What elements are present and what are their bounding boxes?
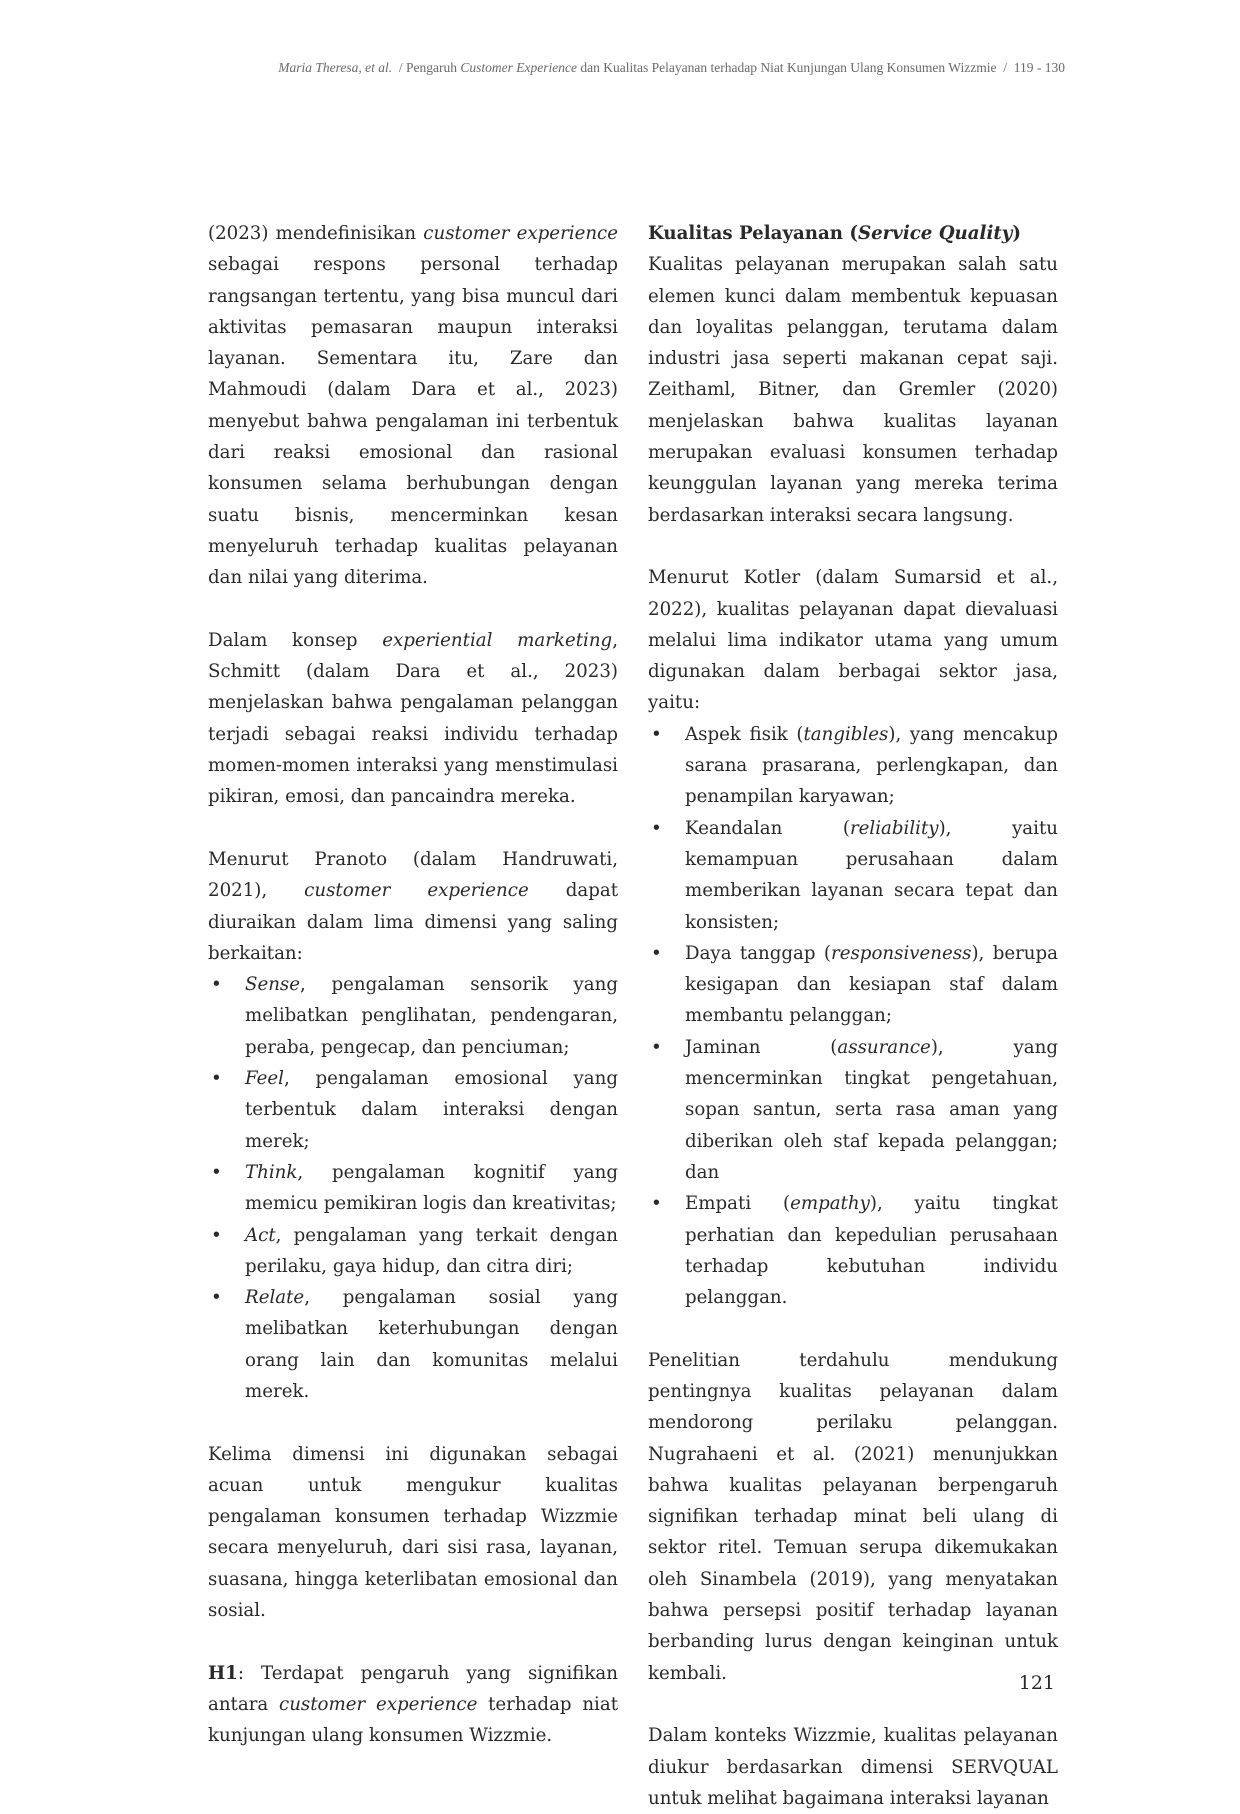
text-run: Keandalan ( bbox=[685, 817, 850, 839]
header-separator: / bbox=[1003, 60, 1007, 75]
paragraph bbox=[648, 1345, 1058, 1689]
text-run: Empati ( bbox=[685, 1193, 791, 1215]
text-run: Jaminan ( bbox=[685, 1036, 838, 1058]
text-run: ) bbox=[1012, 223, 1021, 244]
list-item bbox=[208, 1157, 618, 1220]
page-number: 121 bbox=[1018, 1672, 1055, 1694]
italic-text: Relate bbox=[245, 1287, 305, 1309]
text-run: dapat diuraikan dalam lima dimensi yang saling berkaitan: bbox=[208, 880, 619, 964]
text-run: ), yaitu kemampuan perusahaan dalam memberikan layanan secara tepat dan konsisten; bbox=[685, 817, 1058, 933]
header-title-post: dan Kualitas Pelayanan terhadap Niat Kunjungan Ulang Konsumen Wizzmie bbox=[580, 60, 997, 75]
paragraph bbox=[208, 1439, 618, 1627]
list-item bbox=[208, 1220, 618, 1283]
italic-text: customer experience bbox=[423, 223, 619, 244]
text-run: , pengalaman kognitif yang memicu pemikiran logis dan kreativitas; bbox=[245, 1161, 618, 1215]
text-run: Dalam konsep bbox=[208, 629, 383, 651]
italic-text: Sense bbox=[245, 974, 301, 996]
paragraph bbox=[648, 249, 1058, 531]
text-run: , Schmitt (dalam Dara et al., 2023) menjelaskan bahwa pengalaman pelanggan terjadi sebagai reaksi individu terhadap momen-momen interaksi yang menstimulasi pikiran, emosi, dan pancaindra mereka. bbox=[208, 629, 618, 808]
header-page-range: 119 - 130 bbox=[1013, 60, 1065, 75]
text-run: sebagai respons personal terhadap rangsangan tertentu, yang bisa muncul dari aktivitas pemasaran maupun interaksi layanan. Sementara itu, Zare dan Mahmoudi (dalam Dara et al., 2023) menyebut bahwa pengalaman ini terbentuk dari reaksi emosional dan rasional konsumen selama berhubungan dengan suatu bisnis, mencerminkan kesan menyeluruh terhadap kualitas pelayanan dan nilai yang diterima. bbox=[208, 254, 618, 589]
text-run: ), yaitu tingkat perhatian dan kepedulian perusahaan terhadap kebutuhan individu pelanggan. bbox=[685, 1193, 1058, 1309]
italic-text: Feel bbox=[245, 1068, 284, 1090]
text-run: Menurut Kotler (dalam Sumarsid et al., 2022), kualitas pelayanan dapat dievaluasi melalui lima indikator utama yang umum digunakan dalam berbagai sektor jasa, yaitu: bbox=[648, 567, 1058, 714]
text-run: Kualitas Pelayanan ( bbox=[648, 223, 858, 244]
list-item bbox=[648, 938, 1058, 1032]
text-run: Daya tanggap ( bbox=[685, 942, 832, 964]
text-run: , pengalaman sensorik yang melibatkan penglihatan, pendengaran, peraba, pengecap, dan penciuman; bbox=[245, 974, 618, 1058]
list-item bbox=[208, 1063, 618, 1157]
italic-text: responsiveness bbox=[831, 942, 972, 964]
list-item bbox=[648, 719, 1058, 813]
paragraph bbox=[648, 1720, 1058, 1814]
text-run: Menurut Pranoto (dalam Handruwati, 2021), bbox=[208, 848, 618, 902]
text-run: ), yang mencakup sarana prasarana, perlengkapan, dan penampilan karyawan; bbox=[685, 723, 1059, 808]
list-item bbox=[208, 1282, 618, 1407]
paragraph bbox=[208, 844, 618, 969]
text-run: , pengalaman emosional yang terbentuk dalam interaksi dengan merek; bbox=[245, 1068, 618, 1152]
left-column bbox=[208, 218, 618, 1752]
italic-text: experiential marketing bbox=[382, 629, 613, 651]
text-run: Aspek fisik ( bbox=[685, 723, 804, 745]
list-item bbox=[208, 969, 618, 1063]
text-run: Dalam konteks Wizzmie, kualitas pelayanan diukur berdasarkan dimensi SERVQUAL untuk melihat bagaimana interaksi layanan bbox=[648, 1725, 1058, 1809]
paragraph bbox=[208, 218, 618, 594]
running-header bbox=[278, 60, 1065, 76]
text-run: , pengalaman sosial yang melibatkan keterhubungan dengan orang lain dan komunitas melalui merek. bbox=[245, 1287, 618, 1402]
text-run: Kualitas pelayanan merupakan salah satu elemen kunci dalam membentuk kepuasan dan loyalitas pelanggan, terutama dalam industri jasa seperti makanan cepat saji. Zeithaml, Bitner, dan Gremler (2020) menjelaskan bahwa kualitas layanan merupakan evaluasi konsumen terhadap keunggulan layanan yang mereka terima berdasarkan interaksi secara langsung. bbox=[648, 254, 1058, 526]
text-run: ), yang mencerminkan tingkat pengetahuan, sopan santun, serta rasa aman yang diberikan oleh staf kepada pelanggan; dan bbox=[685, 1036, 1058, 1183]
italic-text: customer experience bbox=[279, 1693, 478, 1715]
text-run: Kelima dimensi ini digunakan sebagai acuan untuk mengukur kualitas pengalaman konsumen terhadap Wizzmie secara menyeluruh, dari sisi rasa, layanan, suasana, hingga keterlibatan emosional dan sosial. bbox=[208, 1443, 618, 1622]
text-run: terhadap niat kunjungan ulang konsumen Wizzmie. bbox=[208, 1693, 619, 1747]
paragraph bbox=[648, 562, 1058, 718]
italic-text: assurance bbox=[837, 1036, 931, 1058]
italic-text: Act bbox=[245, 1224, 276, 1246]
italic-text: empathy bbox=[790, 1193, 870, 1215]
indicator-list bbox=[648, 719, 1058, 1314]
list-item bbox=[648, 1032, 1058, 1188]
text-run: Penelitian terdahulu mendukung pentingnya kualitas pelayanan dalam mendorong perilaku pelanggan. Nugrahaeni et al. (2021) menunjukkan bahwa kualitas pelayanan berpengaruh signifikan terhadap minat beli ulang di sektor ritel. Temuan serupa dikemukakan oleh Sinambela (2019), yang menyatakan bahwa persepsi positif terhadap layanan berbanding lurus dengan keinginan untuk kembali. bbox=[648, 1349, 1058, 1684]
list-item bbox=[648, 1188, 1058, 1313]
section-heading bbox=[648, 218, 1058, 249]
italic-text: tangibles bbox=[803, 723, 889, 745]
italic-text: Think bbox=[245, 1161, 298, 1183]
hypothesis-h1 bbox=[208, 1658, 618, 1752]
dimension-list bbox=[208, 969, 618, 1407]
text-run: : Terdapat pengaruh yang signifikan antara bbox=[208, 1662, 618, 1715]
list-item bbox=[648, 813, 1058, 938]
header-title-pre: Pengaruh bbox=[406, 60, 458, 75]
italic-text: reliability bbox=[849, 817, 939, 839]
italic-text: customer experience bbox=[304, 880, 529, 902]
text-run: ), berupa kesigapan dan kesiapan staf dalam membantu pelanggan; bbox=[685, 942, 1058, 1027]
right-column bbox=[648, 218, 1058, 1814]
italic-text: Service Quality bbox=[857, 223, 1013, 244]
header-title-italic: Customer Experience bbox=[460, 60, 578, 75]
text-run: (2023) mendefinisikan bbox=[208, 223, 424, 244]
header-authors: Maria Theresa, et al. bbox=[278, 60, 393, 75]
header-separator: / bbox=[398, 60, 403, 75]
paragraph bbox=[208, 625, 618, 813]
bold-text: H1 bbox=[208, 1662, 238, 1684]
text-run: , pengalaman yang terkait dengan perilaku, gaya hidup, dan citra diri; bbox=[245, 1224, 618, 1277]
